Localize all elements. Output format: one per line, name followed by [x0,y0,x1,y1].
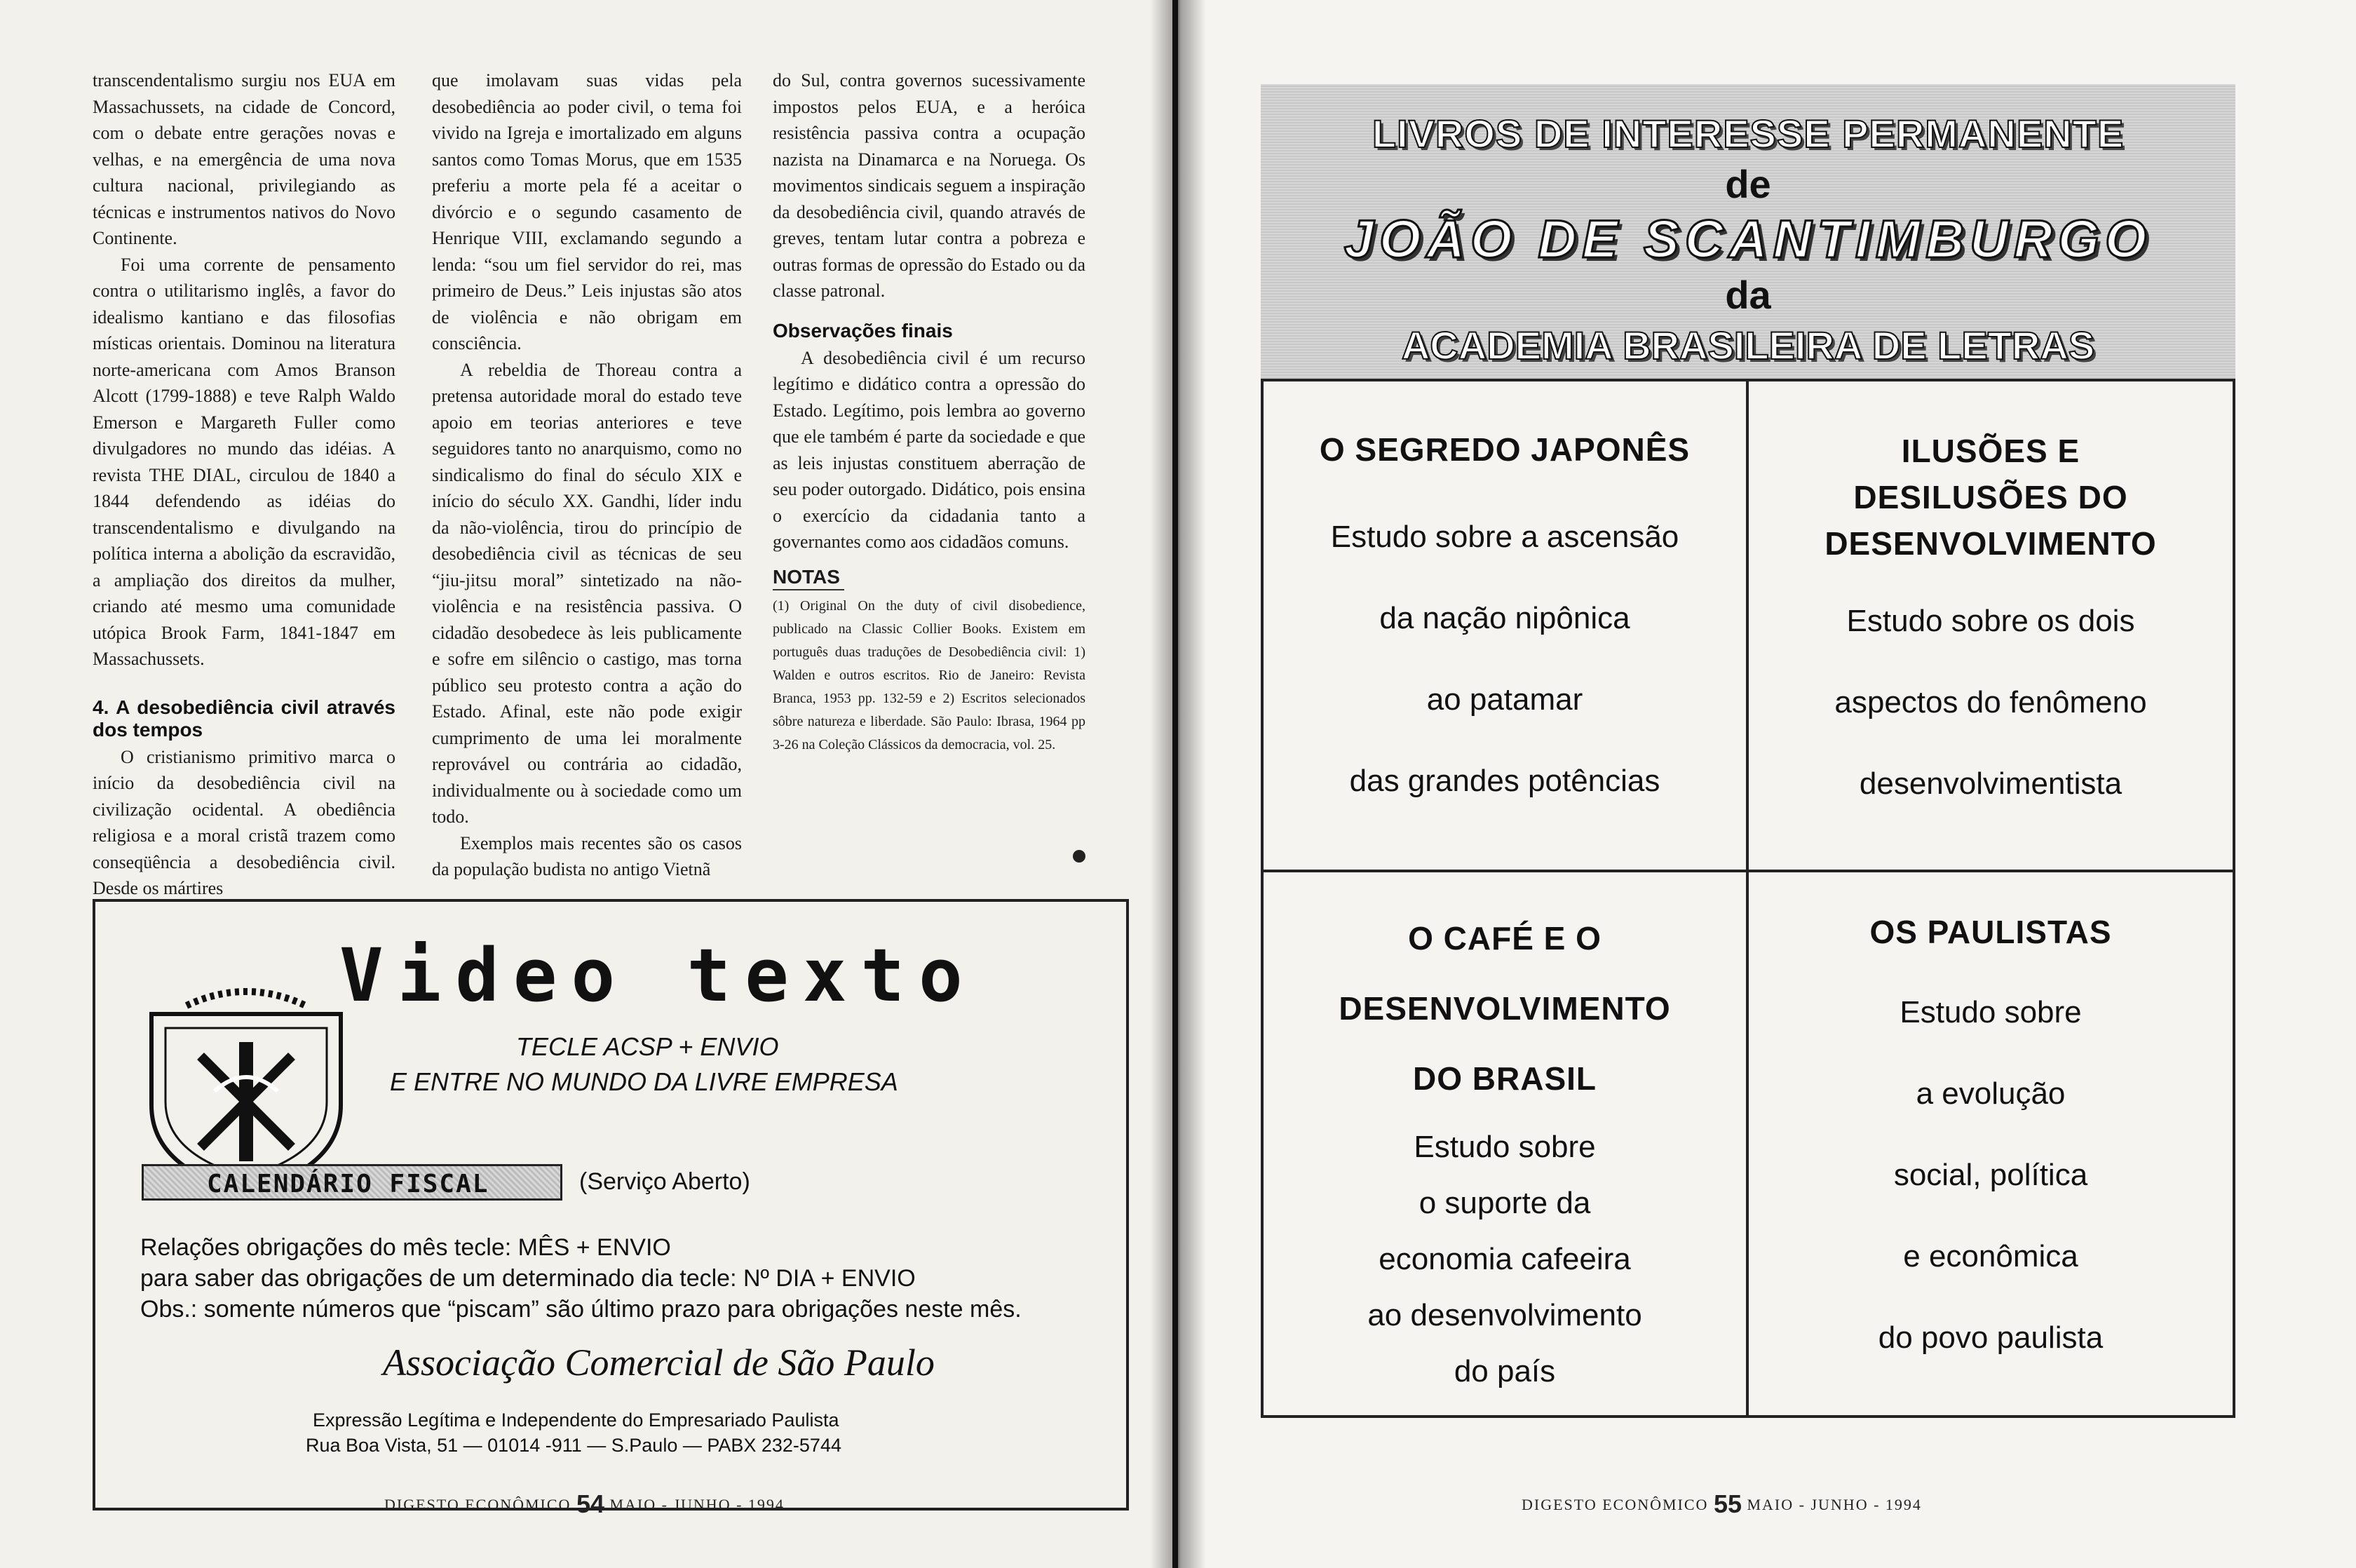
books-grid [1261,381,2235,1418]
desc-line: do país [1454,1354,1556,1388]
desc-line: Estudo sobre [1414,1130,1596,1164]
banner-line: LIVROS DE INTERESSE PERMANENTE [1372,111,2125,156]
text-column-3 [773,67,1085,757]
title-line: DESILUSÕES DO [1853,479,2128,515]
book-title [1749,428,2233,567]
title-line: ILUSÕES E [1901,433,2080,469]
page-footer [384,1489,785,1519]
desc-line: desenvolvimentista [1859,766,2123,801]
books-banner [1261,84,2235,381]
right-page [1178,0,2356,1568]
desc-line: da nação nipônica [1379,601,1630,635]
book-cell [1749,872,2233,1379]
notes-heading: NOTAS [773,565,844,590]
book-title: O SEGREDO JAPONÊS [1319,431,1691,468]
desc-line: a evolução [1916,1076,2066,1111]
left-page [0,0,1172,1568]
magazine-name: DIGESTO ECONÔMICO [384,1496,571,1513]
book-description [1264,1119,1746,1400]
page-number: 54 [576,1489,604,1518]
section-heading: Observações finais [773,319,953,342]
paragraph: A rebeldia de Thoreau contra a pretensa autoridade moral do estado teve apoio em teorias anteriores e teve seguidores tanto no anarquismo, como no sindicalismo do final do século XIX e início do século XX. Gandhi, líder indu da não-violência, tirou do princípio de desobediência civil as técnicas de seu “jiu-jitsu moral” sintetizado na não-violência e na resistência passiva. O cidadão desobedece às leis publicamente e sofre em silêncio o castigo, mas torna público seu protesto contra a ação do Estado. Afinal, este não pode exigir cumprimento de uma lei moralmente reprovável ou contrária ao cidadão, individualmente ou à sociedade como um todo. [432,359,742,827]
ad-instruction-line: E ENTRE NO MUNDO DA LIVRE EMPRESA [390,1067,898,1096]
paragraph: que imolavam suas vidas pela desobediência ao poder civil, o tema foi vivido na Igreja e imortalizado em alguns santos como Tomas Morus, que em 1535 preferiu a morte pela fé a aceitar o divórcio e o segundo casamento de Henrique VIII, exclamando segundo a lenda: “sou um fiel servidor do rei, mas primeiro de Deus.” Leis injustas são atos de violência e não obrigam em consciência. [432,70,742,353]
ad-text-line: Obs.: somente números que “piscam” são último prazo para obrigações neste mês. [140,1296,1022,1323]
desc-line: Estudo sobre a ascensão [1330,520,1679,554]
title-line: DESENVOLVIMENTO [1824,525,2157,562]
banner-line: de [1725,162,1771,206]
book-title: OS PAULISTAS [1869,914,2112,950]
paragraph: A desobediência civil é um recurso legítimo e didático contra a opressão do Estado. Legítimo, pois lembra ao governo que ele também é parte da sociedade e que as leis injustas constituem aberração de seu poder outorgado. Didático, pois ensina o exercício da cidadania tanto a governantes como aos cidadãos comuns. [773,347,1085,552]
title-line: O CAFÉ E O [1408,920,1602,957]
issue-date: MAIO - JUNHO - 1994 [609,1496,785,1513]
book-cell [1264,872,1746,1400]
book-cell [1749,381,2233,825]
book-description [1749,581,2233,825]
paragraph: Exemplos mais recentes são os casos da população budista no antigo Vietnã [432,832,742,879]
page-number: 55 [1713,1489,1742,1518]
desc-line: ao desenvolvimento [1367,1298,1642,1332]
desc-line: ao patamar [1426,682,1583,717]
videotexto-ad [93,899,1129,1510]
title-line: DO BRASIL [1413,1060,1597,1097]
end-mark-icon [1073,850,1085,863]
desc-line: Estudo sobre [1900,995,2082,1029]
ad-text-line: Relações obrigações do mês tecle: MÊS + ENVIO [140,1234,671,1261]
notes-text: (1) Original On the duty of civil disobedience, publicado na Classic Collier Books. Existem em português duas traduções de Desobediência civil: 1) Walden e outros escritos. Rio de Janeiro: Revista Branca, 1953 pp. 132-59 e 2) Escritos selecionados sôbre natureza e liberdade. São Paulo: Ibrasa, 1964 pp 3-26 na Coleção Clássicos da democracia, vol. 25. [773,597,1085,752]
desc-line: do povo paulista [1878,1320,2104,1355]
desc-line: das grandes potências [1349,764,1660,798]
desc-line: social, política [1893,1158,2088,1192]
calendario-fiscal-button: CALENDÁRIO FISCAL [142,1164,562,1201]
ad-footer-line: Expressão Legítima e Independente do Empresariado Paulista [313,1410,839,1431]
title-line: DESENVOLVIMENTO [1339,990,1671,1027]
book-description [1749,972,2233,1379]
banner-line: da [1725,273,1771,317]
servico-aberto-label: (Serviço Aberto) [579,1168,750,1195]
banner-line: ACADEMIA BRASILEIRA DE LETRAS [1401,323,2095,367]
association-signature: Associação Comercial de São Paulo [383,1341,935,1384]
paragraph: O cristianismo primitivo marca o início da desobediência civil na civilização ocidental. A obediência religiosa e a moral cristã trazem como conseqüência a desobediência civil. Desde os mártires [93,746,395,898]
desc-line: e econômica [1903,1239,2078,1273]
paragraph: do Sul, contra governos sucessivamente impostos pelos EUA, e a heróica resistência passiva contra a ocupação nazista na Dinamarca e na Noruega. Os movimentos sindicais seguem a inspiração da desobediência civil, quando através de greves, tentam lutar contra a pobreza e outras formas de opressão do Estado ou da classe patronal. [773,70,1085,301]
text-column-2 [432,67,742,883]
ad-text-line: para saber das obrigações de um determinado dia tecle: Nº DIA + ENVIO [140,1265,916,1292]
ad-footer-line: Rua Boa Vista, 51 — 01014 -911 — S.Paulo — PABX 232-5744 [306,1435,841,1456]
page-footer [1522,1489,1922,1519]
book-spine-shadow [1150,0,1206,1568]
desc-line: o suporte da [1419,1186,1591,1220]
book-description [1264,496,1746,822]
desc-line: Estudo sobre os dois [1846,604,2135,638]
book-title [1264,903,1746,1114]
author-name: JOÃO DE SCANTIMBURGO [1343,210,2153,269]
desc-line: aspectos do fenômeno [1834,685,2147,719]
ad-instruction-line: TECLE ACSP + ENVIO [516,1032,779,1061]
paragraph: transcendentalismo surgiu nos EUA em Massachussets, na cidade de Concord, com o debate entre gerações novas e velhas, e na emergência de uma nova cultura nacional, privilegiando as técnicas e instrumentos nativos do Novo Continente. [93,70,395,248]
ad-title: Video texto [339,933,977,1018]
book-cell [1264,381,1746,822]
issue-date: MAIO - JUNHO - 1994 [1747,1496,1922,1513]
magazine-name: DIGESTO ECONÔMICO [1522,1496,1709,1513]
paragraph: Foi uma corrente de pensamento contra o utilitarismo inglês, a favor do idealismo kantiano e das filosofias místicas orientais. Dominou na literatura norte-americana com Amos Branson Alcott (1799-1888) e teve Ralph Waldo Emerson e Margareth Fuller como divulgadores no mundo das idéias. A revista THE DIAL, circulou de 1840 a 1844 defendendo as idéias do transcendentalismo e divulgando na política interna a abolição da escravidão, a ampliação dos direitos da mulher, criando até mesmo uma comunidade utópica Brook Farm, 1841-1847 em Massachussets. [93,254,395,669]
desc-line: economia cafeeira [1379,1242,1631,1276]
section-heading: 4. A desobediência civil através dos tempos [93,696,395,741]
text-column-1 [93,67,395,902]
